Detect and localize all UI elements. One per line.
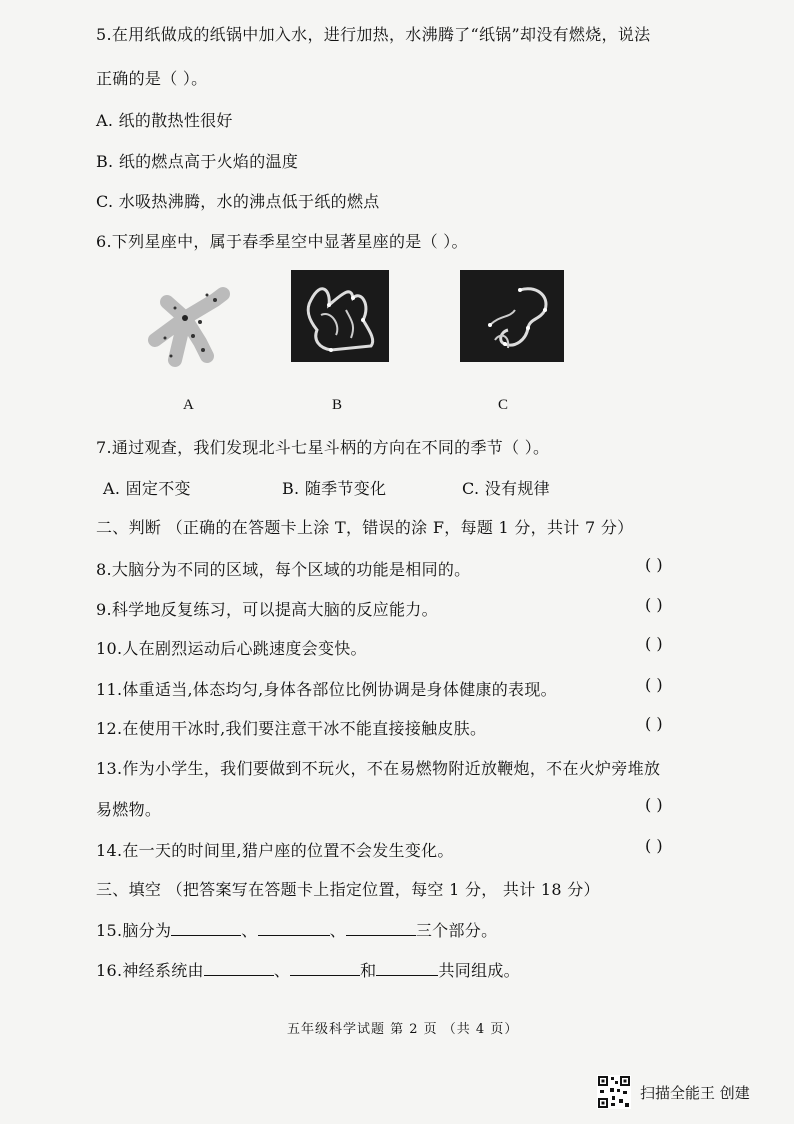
judge-q12: 12.在使用干冰时,我们要注意干冰不能直接接触皮肤。 xyxy=(96,719,487,738)
q6-stem: 6.下列星座中，属于春季星空中显著星座的是（ ）。 xyxy=(96,232,468,251)
fill-q16-blank-2[interactable] xyxy=(290,961,360,976)
fill-q16-blank-3[interactable] xyxy=(376,961,438,976)
q5-option-c: C. 水吸热沸腾，水的沸点低于纸的燃点 xyxy=(96,192,380,211)
fill-q16-prefix: 16.神经系统由 xyxy=(96,961,204,980)
fill-q15-blank-1[interactable] xyxy=(171,921,241,936)
judge-q12-answer: ( ) xyxy=(645,714,663,733)
fill-q16-sep2: 和 xyxy=(360,961,377,980)
fill-q15 xyxy=(96,918,497,941)
judge-q8: 8.大脑分为不同的区域，每个区域的功能是相同的。 xyxy=(96,560,471,579)
fill-q16 xyxy=(96,958,520,981)
judge-q9: 9.科学地反复练习，可以提高大脑的反应能力。 xyxy=(96,600,438,619)
judge-q10-answer: ( ) xyxy=(645,634,663,653)
judge-q13-answer: ( ) xyxy=(645,795,663,814)
fill-q15-blank-3[interactable] xyxy=(346,921,416,936)
fill-q15-sep1: 、 xyxy=(241,921,258,940)
judge-q8-answer: ( ) xyxy=(645,555,663,574)
q5-option-b: B. 纸的燃点高于火焰的温度 xyxy=(96,152,299,171)
q5-stem-line2: 正确的是（ ）。 xyxy=(96,69,208,88)
judge-q13-line2: 易燃物。 xyxy=(96,800,162,819)
fill-q16-sep1: 、 xyxy=(273,961,291,980)
page-footer: 五年级科学试题 第 2 页 （共 4 页） xyxy=(287,1022,519,1037)
fill-q16-suffix: 共同组成。 xyxy=(438,961,520,980)
judge-q11-answer: ( ) xyxy=(645,675,663,694)
q7-option-b: B. 随季节变化 xyxy=(282,479,387,498)
q7-option-c: C. 没有规律 xyxy=(462,479,550,498)
scanner-watermark: 扫描全能王 创建 xyxy=(640,1084,750,1102)
section3-title: 三、填空 （把答案写在答题卡上指定位置，每空 1 分， 共计 18 分） xyxy=(96,880,600,899)
constellation-a-image xyxy=(145,280,235,370)
fill-q16-blank-1[interactable] xyxy=(204,961,274,976)
constellation-c-image xyxy=(460,270,564,362)
judge-q11: 11.体重适当,体态均匀,身体各部位比例协调是身体健康的表现。 xyxy=(96,680,557,699)
fill-q15-sep2: 、 xyxy=(329,921,346,940)
fill-q15-prefix: 15.脑分为 xyxy=(96,921,172,940)
judge-q9-answer: ( ) xyxy=(645,595,663,614)
figure-label-a: A xyxy=(183,397,194,413)
section2-title: 二、判断 （正确的在答题卡上涂 T，错误的涂 F，每题 1 分，共计 7 分） xyxy=(96,518,634,537)
figure-label-b: B xyxy=(332,397,343,413)
qr-code-icon xyxy=(597,1075,631,1109)
q5-option-a: A. 纸的散热性很好 xyxy=(96,111,233,130)
constellation-b-image xyxy=(291,270,389,362)
q7-stem: 7.通过观查，我们发现北斗七星斗柄的方向在不同的季节（ ）。 xyxy=(96,438,550,457)
fill-q15-blank-2[interactable] xyxy=(258,921,330,936)
judge-q14: 14.在一天的时间里,猎户座的位置不会发生变化。 xyxy=(96,841,454,860)
fill-q15-suffix: 三个部分。 xyxy=(415,921,498,940)
judge-q14-answer: ( ) xyxy=(645,836,663,855)
q5-stem-line1: 5.在用纸做成的纸锅中加入水，进行加热，水沸腾了“纸锅”却没有燃烧，说法 xyxy=(96,25,651,44)
judge-q13-line1: 13.作为小学生，我们要做到不玩火，不在易燃物附近放鞭炮，不在火炉旁堆放 xyxy=(96,759,661,778)
q7-option-a: A. 固定不变 xyxy=(103,479,191,498)
figure-label-c: C xyxy=(498,397,509,413)
judge-q10: 10.人在剧烈运动后心跳速度会变快。 xyxy=(96,639,367,658)
